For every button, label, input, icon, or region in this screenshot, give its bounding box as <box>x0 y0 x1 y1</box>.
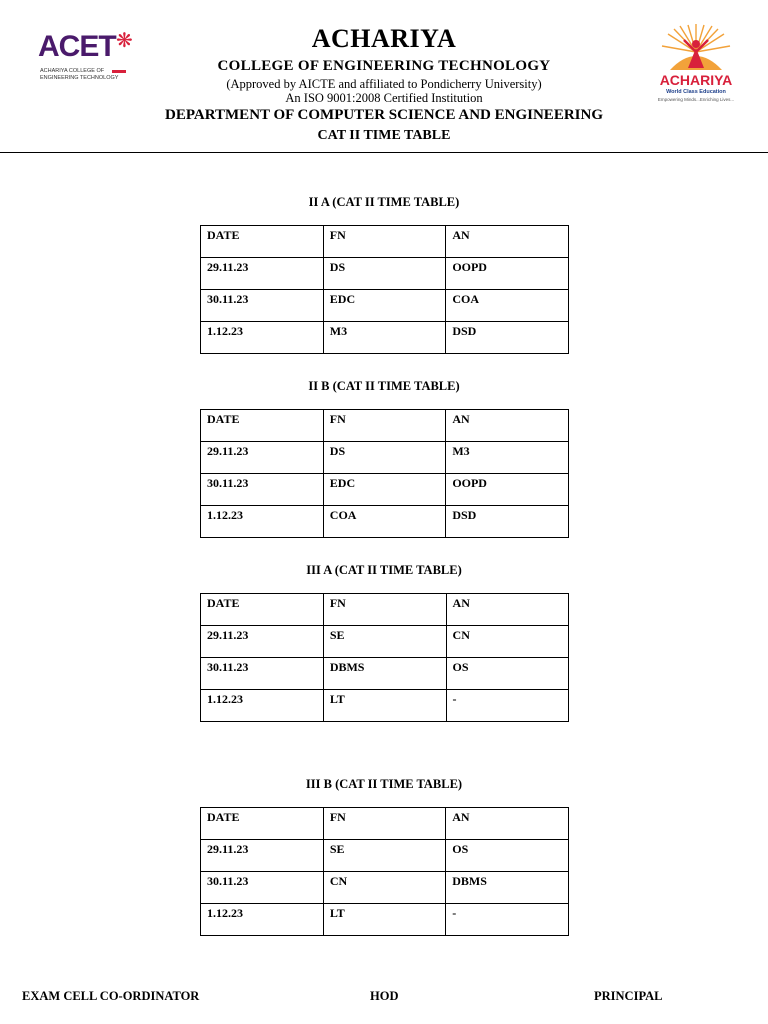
table-row <box>201 626 569 658</box>
table-cell: COA <box>446 290 569 322</box>
table-cell: OOPD <box>446 258 569 290</box>
timetable-iii-b <box>200 807 569 936</box>
table-cell: DATE <box>201 594 324 626</box>
table-cell: DSD <box>446 506 569 538</box>
acet-sub-line1: ACHARIYA COLLEGE OF <box>40 68 105 74</box>
table-row <box>201 506 569 538</box>
table-cell: AN <box>446 594 568 626</box>
table-cell: 1.12.23 <box>201 904 324 936</box>
table-cell: M3 <box>446 442 569 474</box>
table-cell: 1.12.23 <box>201 506 324 538</box>
table-cell: DS <box>323 258 446 290</box>
table-row <box>201 658 569 690</box>
table-cell: 1.12.23 <box>201 690 324 722</box>
table-cell: 29.11.23 <box>201 258 324 290</box>
table-cell: - <box>446 904 569 936</box>
department-name: DEPARTMENT OF COMPUTER SCIENCE AND ENGINEERING <box>165 107 603 123</box>
section-title-iii-b: III B (CAT II TIME TABLE) <box>305 777 463 791</box>
table-row <box>201 322 569 354</box>
iso-line: An ISO 9001:2008 Certified Institution <box>285 91 483 105</box>
table-cell: AN <box>446 226 569 258</box>
header-divider <box>0 152 768 153</box>
table-cell: DATE <box>201 226 324 258</box>
achariya-logo-word: ACHARIYA <box>659 72 733 88</box>
table-cell: 29.11.23 <box>201 442 324 474</box>
table-row <box>201 258 569 290</box>
table-cell: OS <box>446 658 568 690</box>
table-cell: DATE <box>201 410 324 442</box>
college-name: COLLEGE OF ENGINEERING TECHNOLOGY <box>217 58 551 74</box>
timetable-iii-a <box>200 593 569 722</box>
section-title-ii-b: II B (CAT II TIME TABLE) <box>308 379 460 393</box>
section-title-iii-a: III A (CAT II TIME TABLE) <box>306 563 462 577</box>
table-row <box>201 290 569 322</box>
table-cell: OS <box>446 840 569 872</box>
table-cell: FN <box>323 594 446 626</box>
table-cell: SE <box>323 840 445 872</box>
table-row <box>201 474 569 506</box>
table-cell: FN <box>323 808 445 840</box>
table-cell: FN <box>323 226 446 258</box>
flower-icon: ❋ <box>116 28 133 52</box>
timetable-ii-b <box>200 409 569 538</box>
table-cell: FN <box>323 410 446 442</box>
table-cell: OOPD <box>446 474 569 506</box>
table-cell: EDC <box>323 474 446 506</box>
signature-principal: PRINCIPAL <box>594 989 663 1003</box>
table-cell: DSD <box>446 322 569 354</box>
table-cell: 30.11.23 <box>201 474 324 506</box>
table-cell: - <box>446 690 568 722</box>
timetable-ii-a <box>200 225 569 354</box>
achariya-tagline-1: World Class Education <box>666 89 726 95</box>
table-cell: EDC <box>323 290 446 322</box>
table-cell: AN <box>446 410 569 442</box>
table-cell: CN <box>446 626 568 658</box>
acet-sub-line2: ENGINEERING TECHNOLOGY <box>40 75 119 81</box>
table-row <box>201 410 569 442</box>
table-cell: 29.11.23 <box>201 626 324 658</box>
table-cell: 29.11.23 <box>201 840 324 872</box>
table-cell: M3 <box>323 322 446 354</box>
table-cell: 30.11.23 <box>201 290 324 322</box>
table-cell: LT <box>323 904 445 936</box>
section-title-ii-a: II A (CAT II TIME TABLE) <box>308 195 460 209</box>
table-cell: DS <box>323 442 446 474</box>
table-row <box>201 690 569 722</box>
table-row <box>201 226 569 258</box>
table-row <box>201 442 569 474</box>
table-cell: 30.11.23 <box>201 658 324 690</box>
signature-exam-cell: EXAM CELL CO-ORDINATOR <box>22 989 200 1003</box>
table-row <box>201 808 569 840</box>
table-cell: 1.12.23 <box>201 322 324 354</box>
table-cell: CN <box>323 872 445 904</box>
acet-logo-word: ACET <box>38 30 116 63</box>
achariya-tagline-2: Empowering Minds...Enriching Lives... <box>657 97 735 102</box>
signature-hod: HOD <box>370 989 399 1003</box>
approval-line: (Approved by AICTE and affiliated to Pondicherry University) <box>226 77 542 91</box>
table-row <box>201 872 569 904</box>
table-cell: 30.11.23 <box>201 872 324 904</box>
table-cell: DBMS <box>446 872 569 904</box>
institution-title: ACHARIYA <box>311 24 457 53</box>
table-row <box>201 904 569 936</box>
table-cell: COA <box>323 506 446 538</box>
table-cell: DBMS <box>323 658 446 690</box>
document-subtitle: CAT II TIME TABLE <box>317 128 451 143</box>
table-cell: AN <box>446 808 569 840</box>
table-cell: LT <box>323 690 446 722</box>
table-row <box>201 840 569 872</box>
table-row <box>201 594 569 626</box>
table-cell: SE <box>323 626 446 658</box>
table-cell: DATE <box>201 808 324 840</box>
